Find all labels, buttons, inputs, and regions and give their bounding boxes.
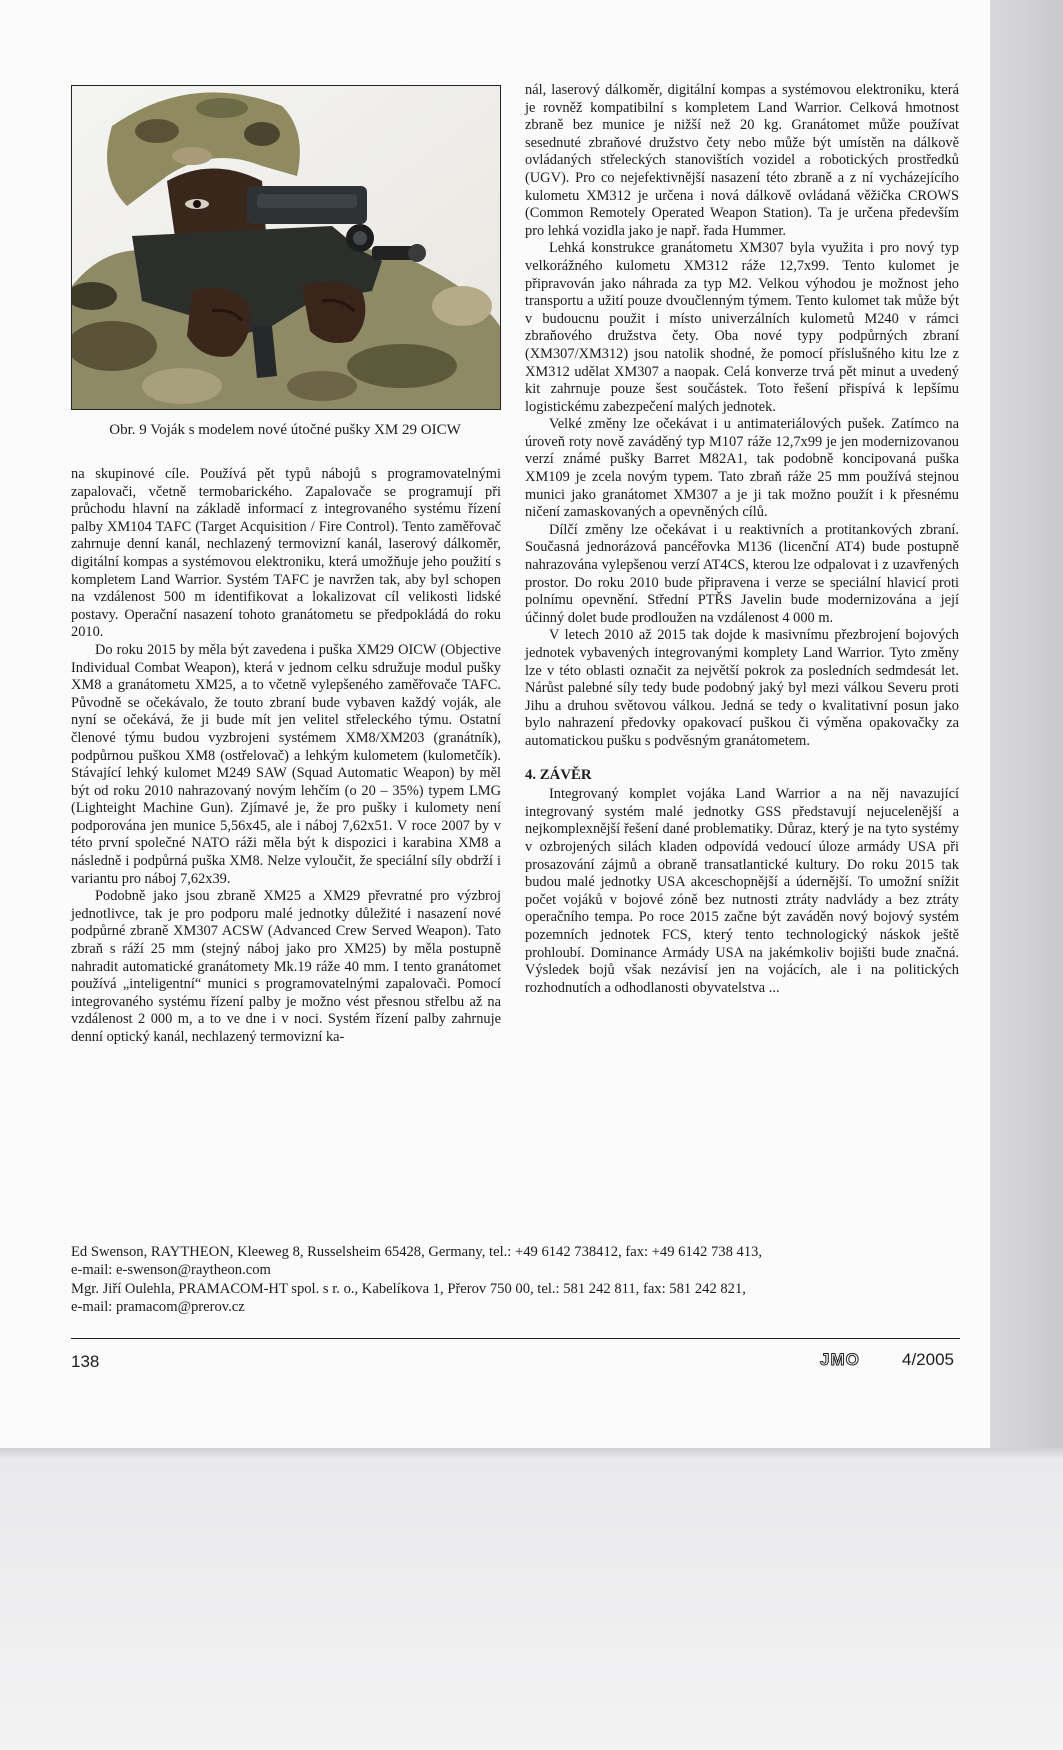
paragraph: na skupinové cíle. Používá pět typů nábojů s programovatelnými zapalovači, včetně termobarického. Zapalovače se programují při průchodu hlavní na základě informací z integrovaného systému řízení palby XM104 TAFC (Target Acquisition / Fire Control). Tento zaměřovač zahrnuje denní kanál, nechlazený termovizní kanál, laserový dálkoměr, digitální kompas a systémovou elektroniku, která umožňuje jeho použití s kompletem Land Warrior. Systém TAFC je navržen tak, aby byl schopen na vzdálenost 500 m identifikovat a lokalizovat cíl velikosti lidské postavy. Operační nasazení tohoto granátometu se předpokládá do roku 2010. bbox=[71, 466, 501, 641]
section-heading: 4. ZÁVĚR bbox=[525, 766, 592, 783]
scanner-background bbox=[0, 1448, 1063, 1750]
figure-caption: Obr. 9 Voják s modelem nové útočné pušky XM 29 OICW bbox=[109, 422, 461, 438]
contact-line: Ed Swenson, RAYTHEON, Kleeweg 8, Russelsheim 65428, Germany, tel.: +49 6142 738412, fax: +49 6142 738 413, bbox=[71, 1244, 763, 1260]
journal-logo: JMO bbox=[820, 1350, 860, 1369]
soldier-photo-image bbox=[72, 86, 500, 409]
figure-photo bbox=[71, 85, 501, 410]
paragraph: V letech 2010 až 2015 tak dojde k masivnímu přezbrojení bojových jednotek vybavených integrovanými komplety Land Warrior. Tyto změny lze v této oblasti označit za největší pokrok za posledních sedmdesát let. Nárůst palebné síly tedy bude podobný jaký byl mezi válkou Severu proti Jihu a druhou světovou válkou. Jedná se tedy o kvalitativní posun jako bylo nahrazení předovky opakovací puškou či výměna opakovačky za automatickou pušku s podvěsným granátometem. bbox=[525, 627, 959, 749]
footer-divider bbox=[71, 1338, 960, 1339]
page-edge-shadow bbox=[990, 0, 1063, 1448]
right-text-column bbox=[525, 82, 959, 997]
contact-line: e-mail: e-swenson@raytheon.com bbox=[71, 1262, 271, 1279]
page-number: 138 bbox=[71, 1352, 100, 1371]
paragraph: Lehká konstrukce granátometu XM307 byla využita i pro nový typ velkorážného kulometu XM312 ráže 12,7x99. Tento kulomet je připravován jako náhrada za typ M2. Velkou výhodou je možnost jeho transportu a užití pouze dvoučlenným týmem. Tento kulomet tak může být v budoucnu použit i místo univerzálních kulometů M240 v rámci zbraňového družstva čety. Oba nové typy podpůrných zbraní (XM307/XM312) jsou natolik shodné, že pomocí příslušného kitu lze z XM312 udělat XM307 a naopak. Celá konverze trvá pět minut a uvedený kit zahrnuje pouze šest součástek. Toto řešení přispívá k lepšímu logistickému zabezpečení malých jednotek. bbox=[525, 240, 959, 415]
paragraph: Velké změny lze očekávat i u antimateriálových pušek. Zatímco na úroveň roty nově zaváděný typ M107 ráže 12,7x99 je jen modernizovanou verzí známé pušky Barret M82A1, tak podobně koncipovaná puška XM109 je zcela novým typem. Tato zbraň ráže 25 mm používá stejnou munici jako granátomet XM307 a je ji tak možno použít i k přesnému ničení zamaskovaných a opevněných cílů. bbox=[525, 416, 959, 521]
paragraph: Podobně jako jsou zbraně XM25 a XM29 převratné pro výzbroj jednotlivce, tak je pro podporu malé jednotky důležité i nasazení nové podpůrné zbraně XM307 ACSW (Advanced Crew Served Weapon). Tato zbraň s ráží 25 mm (stejný náboj jako pro XM25) by měla postupně nahradit automatické granátomety Mk.19 ráže 40 mm. I tento granátomet používá „inteligentní“ munici s programovatelnými zapalovači. Pomocí integrovaného systému řízení palby je možno vést přesnou střelbu až na vzdálenost 2 000 m, a to ve dne i v noci. Systém řízení palby zahrnuje denní optický kanál, nechlazený termovizní ka- bbox=[71, 888, 501, 1045]
paragraph: nál, laserový dálkoměr, digitální kompas a systémovou elektroniku, která je rovněž kompatibilní s kompletem Land Warrior. Celková hmotnost zbraně bez munice je nižší než 20 kg. Granátomet může používat sesednuté zbraňové družstvo čety nebo může být umístěn na dálkově ovládaných střeleckých stanovištích vozidel a robotických prostředků (UGV). Pro co nejefektivnější nasazení této zbraně a z ní vycházejícího kulometu XM312 je určena i nová dálkově ovládaná věžička CROWS (Common Remotely Operated Weapon Station). Ta je určena především pro lehká vozidla jako je např. řada Hummer. bbox=[525, 82, 959, 239]
left-text-column bbox=[71, 466, 501, 1047]
contact-line: e-mail: pramacom@prerov.cz bbox=[71, 1299, 245, 1316]
paragraph: Do roku 2015 by měla být zavedena i puška XM29 OICW (Objective Individual Combat Weapon), která v jednom celku sdružuje modul pušky XM8 a granátometu XM25, a to včetně vylepšeného zaměřovače TAFC. Původně se očekávalo, že touto zbraní bude vybaven každý voják, ale nyní se očekává, že ji bude mít jen velitel střeleckého týmu. Ostatní členové týmu budou vyzbrojeni systémem XM8/XM203 (granátník), podpůrnou puškou XM8 (ostřelovač) a lehkým kulometem (kulometčík). Stávající lehký kulomet M249 SAW (Squad Automatic Weapon) by měl být od roku 2010 nahrazovaný novým lehčím (o 20 – 35%) typem LMG (Lighteight Machine Gun). Zjímavé je, že pro pušky i kulomety není podporována jen munice 5,56x45, ale i náboj 7,62x51. V roce 2007 by v této první společné NATO ráži měla být k dispozici i karabina XM8 a následně i podpůrná puška XM8. Nelze vyloučit, že speciální síly obdrží i variantu pro náboj 7,62x39. bbox=[71, 641, 501, 887]
paragraph: Dílčí změny lze očekávat i u reaktivních a protitankových zbraní. Současná jednorázová pancéřovka M136 (licenční AT4) bude postupně nahrazována vylepšenou verzí AT4CS, kterou lze odpalovat i z uzavřených prostor. Do roku 2010 bude připravena i verze se speciální hlavicí proti polnímu opevnění. Střední PTŘS Javelin bude modernizována a její účinný dolet bude prodloužen na vzdálenost 4 000 m. bbox=[525, 521, 959, 626]
contact-line: Mgr. Jiří Oulehla, PRAMACOM-HT spol. s r. o., Kabelíkova 1, Přerov 750 00, tel.: 581 242 811, fax: 581 242 821, bbox=[71, 1280, 746, 1297]
issue-number: 4/2005 bbox=[902, 1350, 954, 1369]
author-contacts bbox=[71, 1243, 971, 1317]
paragraph: Integrovaný komplet vojáka Land Warrior a na něj navazující integrovaný systém malé jednotky GSS představují nejucelenější a nejkomplexnější řešení dané problematiky. Důraz, který je na tyto systémy v ozbrojených silách kladen odpovídá vedoucí úloze armády USA při prosazování zájmů a obraně transatlantické kultury. Do roku 2015 tak budou malé jednotky USA akceschopnější a údernější. To umožní snížit počet vojáků v bojové zóně bez nutnosti ztráty nadvlády a bez ztráty operačního tempa. Po roce 2015 začne být zaváděn nový bojový systém pozemních jednotek FCS, který tento technologický náskok ještě prohloubí. Dominance Armády USA na jakémkoliv bojišti bude značná. Výsledek bojů však nezávisí jen na vojácích, ale i na politických rozhodnutích a odhodlanosti obyvatelstva ... bbox=[525, 786, 959, 996]
